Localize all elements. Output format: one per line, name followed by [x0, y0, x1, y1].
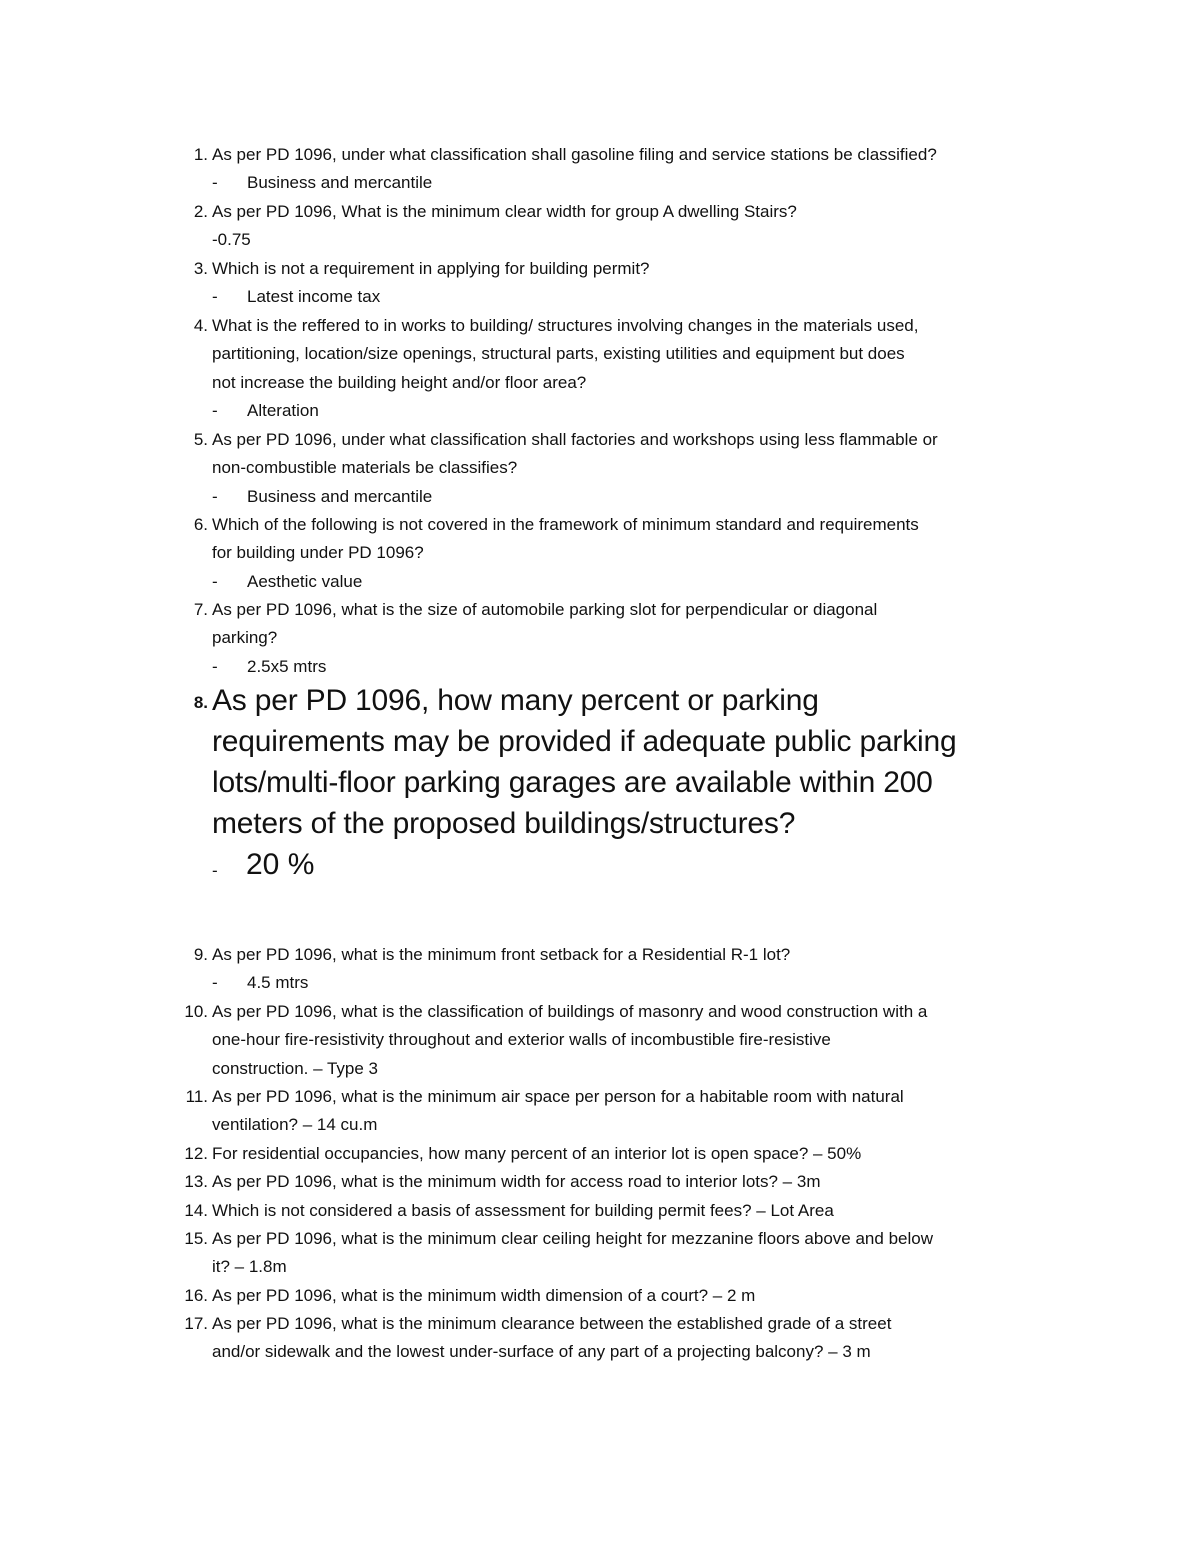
question-text — [212, 198, 1072, 226]
answer-dash: - — [212, 401, 218, 421]
answer-text: Alteration — [247, 401, 319, 421]
question-line: one-hour fire-resistivity throughout and exterior walls of incombustible fire-resistive — [212, 1030, 831, 1050]
question-text — [212, 312, 1072, 397]
question-line: What is the reffered to in works to building/ structures involving changes in the materials used, — [212, 316, 919, 335]
question-number: 7. — [193, 600, 208, 619]
question-number: 6. — [193, 515, 208, 534]
question-line: meters of the proposed buildings/structures? — [212, 807, 796, 840]
question-line: Which of the following is not covered in the framework of minimum standard and requirements — [212, 515, 919, 534]
question-number: 10. — [184, 1002, 208, 1021]
question-line: requirements may be provided if adequate public parking — [212, 725, 957, 758]
question-text — [212, 596, 1072, 653]
answer-text: Aesthetic value — [247, 571, 363, 591]
answer-dash: - — [212, 486, 218, 506]
question-number: 14. — [184, 1201, 208, 1220]
question-line: As per PD 1096, how many percent or parking — [212, 684, 819, 717]
answer-dash: - — [212, 287, 218, 307]
answer-text: Business and mercantile — [247, 486, 433, 506]
question-text — [212, 1168, 1072, 1196]
answer-dash: - — [212, 973, 218, 993]
question-number: 2. — [193, 202, 208, 221]
answer-dash: - — [212, 861, 218, 880]
question-line: ventilation? – 14 cu.m — [212, 1115, 378, 1135]
question-line: for building under PD 1096? — [212, 543, 424, 563]
question-number: 1. — [193, 145, 208, 164]
question-number: 16. — [184, 1286, 208, 1305]
question-line: As per PD 1096, what is the size of automobile parking slot for perpendicular or diagonal — [212, 600, 878, 619]
question-text — [212, 1140, 1072, 1168]
question-line: As per PD 1096, what is the minimum width dimension of a court? – 2 m — [212, 1286, 756, 1305]
question-line: Which is not considered a basis of assessment for building permit fees? – Lot Area — [212, 1201, 834, 1220]
question-line: As per PD 1096, what is the minimum width for access road to interior lots? – 3m — [212, 1172, 821, 1191]
question-number: 11. — [185, 1087, 208, 1106]
question-text — [212, 255, 1072, 283]
question-text — [212, 680, 1072, 844]
question-text — [212, 1282, 1072, 1310]
question-line: As per PD 1096, what is the classification of buildings of masonry and wood construction with a — [212, 1002, 928, 1021]
question-line: As per PD 1096, what is the minimum air space per person for a habitable room with natural — [212, 1087, 904, 1106]
question-text — [212, 426, 1072, 483]
question-line: parking? — [212, 628, 278, 648]
question-text — [212, 511, 1072, 568]
answer-text: 20 % — [246, 848, 315, 881]
answer-dash: - — [212, 571, 218, 591]
question-line: As per PD 1096, under what classification shall factories and workshops using less flammable or — [212, 430, 938, 449]
question-text — [212, 1083, 1072, 1140]
question-line: As per PD 1096, what is the minimum clear ceiling height for mezzanine floors above and below — [212, 1229, 933, 1248]
question-number: 5. — [193, 430, 208, 449]
answer-dash: - — [212, 173, 218, 193]
question-number: 12. — [184, 1144, 208, 1163]
answer-text: Business and mercantile — [247, 173, 433, 193]
answer-text: 4.5 mtrs — [247, 973, 309, 993]
question-text — [212, 1225, 1072, 1282]
question-line: and/or sidewalk and the lowest under-surface of any part of a projecting balcony? – 3 m — [212, 1342, 871, 1362]
question-line: For residential occupancies, how many percent of an interior lot is open space? – 50% — [212, 1144, 862, 1163]
question-number: 8. — [193, 693, 208, 712]
question-line: it? – 1.8m — [212, 1257, 287, 1277]
question-text — [212, 941, 1072, 969]
question-number: 15. — [184, 1229, 208, 1248]
question-line: Which is not a requirement in applying for building permit? — [212, 259, 650, 278]
question-line: As per PD 1096, What is the minimum clear width for group A dwelling Stairs? — [212, 202, 797, 221]
question-line: non-combustible materials be classifies? — [212, 458, 518, 478]
question-line: partitioning, location/size openings, structural parts, existing utilities and equipment but does — [212, 344, 905, 364]
question-text — [212, 998, 1072, 1083]
question-number: 3. — [193, 259, 208, 278]
question-number: 9. — [193, 945, 208, 964]
answer-dash: - — [212, 656, 218, 676]
answer-text: 2.5x5 mtrs — [247, 656, 327, 676]
question-line: construction. – Type 3 — [212, 1058, 379, 1078]
question-number: 17. — [184, 1314, 208, 1333]
question-number: 13. — [184, 1172, 208, 1191]
answer-text: -0.75 — [212, 230, 251, 250]
question-text — [212, 141, 1072, 169]
question-line: lots/multi-floor parking garages are available within 200 — [212, 766, 933, 799]
question-number: 4. — [193, 316, 208, 335]
question-line: not increase the building height and/or floor area? — [212, 372, 587, 392]
question-line: As per PD 1096, under what classification shall gasoline filing and service stations be classified? — [212, 145, 937, 164]
question-text — [212, 1310, 1072, 1367]
question-text — [212, 1197, 1072, 1225]
question-line: As per PD 1096, what is the minimum clearance between the established grade of a street — [212, 1314, 892, 1333]
question-line: As per PD 1096, what is the minimum front setback for a Residential R-1 lot? — [212, 945, 791, 964]
answer-text: Latest income tax — [247, 287, 381, 307]
